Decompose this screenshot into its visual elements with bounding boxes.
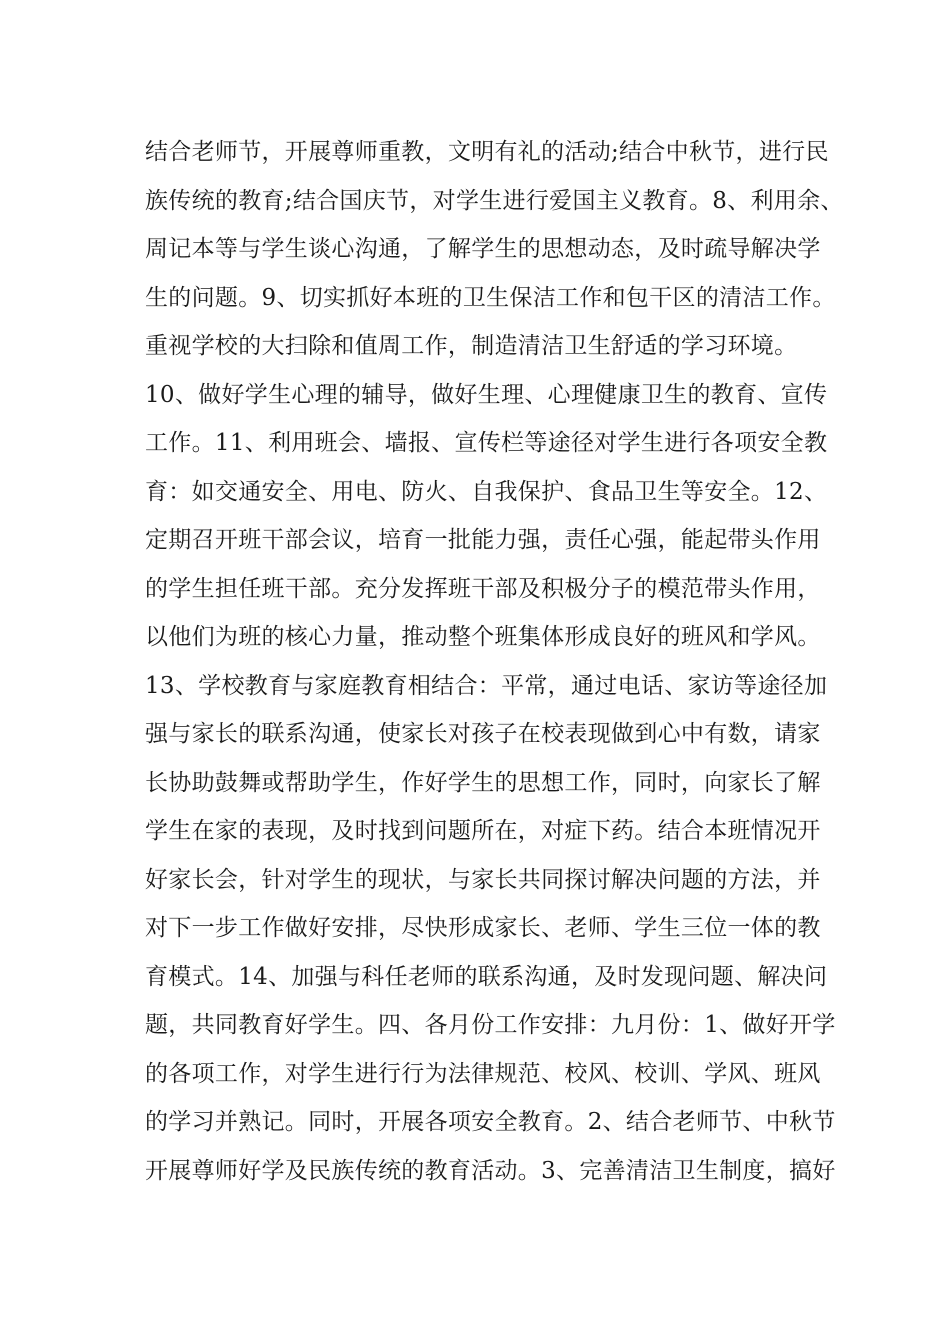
text-line-22: 开展尊师好学及民族传统的教育活动。3、完善清洁卫生制度，搞好: [145, 1157, 836, 1184]
text-line-6: 10、做好学生心理的辅导，做好生理、心理健康卫生的教育、宣传: [145, 381, 828, 408]
text-line-14: 长协助鼓舞或帮助学生，作好学生的思想工作，同时，向家长了解: [145, 769, 821, 796]
text-line-1: 结合老师节，开展尊师重教，文明有礼的活动;结合中秋节，进行民: [145, 139, 829, 165]
text-line-18: 育模式。14、加强与科任老师的联系沟通，及时发现问题、解决问: [145, 963, 828, 990]
text-line-3: 周记本等与学生谈心沟通，了解学生的思想动态，及时疏导解决学: [145, 236, 821, 262]
text-line-12: 13、学校教育与家庭教育相结合：平常，通过电话、家访等途径加: [145, 672, 828, 699]
text-line-4: 生的问题。9、切实抓好本班的卫生保洁工作和包干区的清洁工作。: [145, 284, 836, 311]
text-line-17: 对下一步工作做好安排，尽快形成家长、老师、学生三位一体的教: [145, 915, 821, 941]
body-text: [145, 128, 845, 1195]
text-line-11: 以他们为班的核心力量，推动整个班集体形成良好的班风和学风。: [145, 624, 821, 650]
text-line-19: 题，共同教育好学生。四、各月份工作安排：九月份：1、做好开学: [145, 1012, 836, 1038]
text-line-20: 的各项工作，对学生进行行为法律规范、校风、校训、学风、班风: [145, 1060, 821, 1087]
text-line-15: 学生在家的表现，及时找到问题所在，对症下药。结合本班情况开: [145, 818, 821, 844]
text-line-13: 强与家长的联系沟通，使家长对孩子在校表现做到心中有数，请家: [145, 721, 821, 747]
text-line-2: 族传统的教育;结合国庆节，对学生进行爱国主义教育。8、利用余、: [145, 187, 844, 214]
text-line-7: 工作。11、利用班会、墙报、宣传栏等途径对学生进行各项安全教: [145, 430, 828, 456]
text-line-5: 重视学校的大扫除和值周工作，制造清洁卫生舒适的学习环境。: [145, 333, 798, 359]
text-line-16: 好家长会，针对学生的现状，与家长共同探讨解决问题的方法，并: [145, 866, 821, 893]
text-line-10: 的学生担任班干部。充分发挥班干部及积极分子的模范带头作用，: [145, 575, 821, 602]
text-line-8: 育：如交通安全、用电、防火、自我保护、食品卫生等安全。12、: [145, 478, 828, 505]
text-line-21: 的学习并熟记。同时，开展各项安全教育。2、结合老师节、中秋节: [145, 1109, 836, 1135]
text-line-9: 定期召开班干部会议，培育一批能力强，责任心强，能起带头作用: [145, 527, 821, 553]
